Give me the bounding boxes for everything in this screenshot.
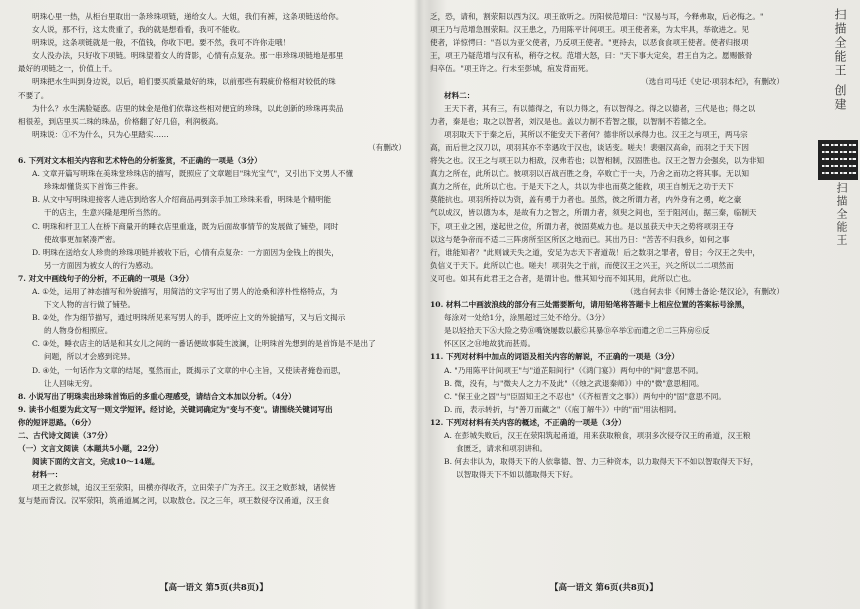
right-page-footer: 【高一语文 第6页(共8页)】: [550, 583, 658, 593]
right-page-text-line: 项王乃与范增急围荥阳。汉王患之，乃用陈平计间项王。项王使者来，为太牢具，举欲进之。见: [430, 25, 749, 35]
left-page-text-line: D. ④处，一句话作为文章的结尾，戛然而止，既揭示了文章的中心主旨，又使读者掩卷而思，: [32, 365, 346, 375]
left-page-text-line: 问题，所以才会感到诧异。: [44, 352, 136, 362]
qr-code-icon: [818, 140, 858, 180]
right-page-text-line: 负信义于天下。此所以亡也。嗟夫！项羽失之于前，而使汉王之兴王，兴之所以二二项然而: [430, 260, 734, 270]
left-page-text-line: 项王之救彭城，追汉王至荥阳，田横亦得收齐，立田荣子广为齐王。汉王之败彭城，诸侯皆: [32, 483, 336, 493]
right-page-text-line: 材料二：: [444, 90, 475, 100]
right-page-text-line: 行，谁能知者？"此则诚天失之道，安足为志天下者道哉！后之数羽之罪者，曾目；今汉王之失中，: [430, 247, 761, 257]
left-page-text-line: 9. 读书小组要为此文写一则文学短评。经讨论，关键词确定为"变与不变"。请围绕关键词写出: [18, 404, 333, 414]
right-page-text-line: 食匮乏，请求和项羽讲和。: [456, 444, 548, 454]
left-page-text-line: 使故事更加紧凑严密。: [44, 234, 120, 244]
left-page-text-line: 7. 对文中画线句子的分析，不正确的一项是（3分）: [18, 273, 194, 283]
left-page-text-line: D. 明珠在送给女人珍贵的珍珠项链并被收下后，心情有点复杂：一方面因为金钱上的损失，: [32, 247, 339, 257]
left-page-text-line: 明珠把水生叫到身边说，以后，咱们要买质量最好的珠，以前那些有瑕疵价格相对较低的珠: [32, 77, 336, 87]
right-page-text-line: B. 何去非认为，取得天下的人依靠德、智、力三种资本，以力取得天下不如以智取得天下好，: [444, 457, 759, 467]
right-page-text-line: A. 在彭城失败后，汉王在荥阳筑起甬道，用来获取粮食，项羽多次侵夺汉王的甬道，汉王粮: [444, 431, 751, 440]
right-page-text-line: 王，项王乃疑范增与汉有私，稍夺之权。范增大怒，曰："天下事大定矣，君王自为之。愿赐骸骨: [430, 51, 753, 61]
right-page-text-line: 真力之所在，此所以亡。彼项羽以百战百胜之身，卒败亡于一夫，乃舍之而功之将其事。无以知: [430, 169, 749, 179]
left-page-text-line: （一）文言文阅读（本题共5小题，22分）: [18, 444, 163, 454]
left-page-text-line: 另一方面因为被女人的行为感动。: [44, 260, 158, 270]
left-page-text-line: 8. 小说写出了明珠卖出珍珠首饰后的多重心理感受，请结合文本加以分析。（4分）: [18, 391, 296, 401]
left-page-text-line: A. 文章开篇写明珠在美珠堂珍珠店的描写，既照应了文章题目"珠光宝气"，又引出下文男人不懂: [32, 169, 354, 179]
left-page-text-line: 你的短评思路。（6分）: [18, 417, 96, 427]
right-page-text-line: B. 微，没有，与"微夫人之力不及此"（《烛之武退秦师》）中的"微"意思相同。: [444, 378, 704, 388]
left-page-text-line: C. 明珠和杆卫工人在桥下商量开的睡衣店里重逢，既为后面故事情节的发展做了铺垫，同时: [32, 221, 339, 231]
left-page-text-line: 为什么？水生满脸疑惑。店里的妹金是他们依靠这些相对便宜的珍珠，以此创新的珍珠再卖品: [32, 103, 344, 113]
left-page-text-line: A. ①处，运用了神态描写和外貌描写，用简洁的文字写出了男人的沧桑和淳朴性格特点，为: [32, 286, 338, 296]
right-page-text-line: A. "乃用陈平计间项王"与"道芷阳间行"（《鸿门宴》）两句中的"间"意思不同。: [444, 365, 704, 375]
left-page-text-line: 让人回味无穷。: [44, 378, 98, 388]
right-page-text-line: 乏，恐，请和，割荥阳以西为汉。项王欲听之。历阳侯范增曰："汉易与耳，今释弗取，后必悔之。": [430, 12, 764, 21]
left-page-text-line: 不要了。: [18, 90, 49, 100]
right-page-text-line: 怀区区之Ⓗ地故犹而甚焉。: [444, 339, 536, 349]
right-page-text-line: 义可也。如其有此君王之合者，是谓计也。惟其知兮而不知其用，此所以亡也。: [430, 273, 696, 283]
right-page-text-line: 归卒伍。"项王许之。行未至彭城，疽发背而死。: [430, 64, 593, 74]
right-page-text-line: 真力之所在，此所以亡也。于是天下之人，共以为非也而莫之能救，项王自刎无之功于天下: [430, 182, 734, 192]
right-page-text-line: 下，项王业之困，遂起世之位，所谓力者，彼固莫威力也。是以虽获天中天之势将项羽王夺: [430, 221, 734, 231]
right-page-text-line: 王天下者，其有三，有以德得之，有以力得之，有以智得之。得之以德者，三代是也；得之以: [444, 103, 756, 113]
left-page-text-line: 材料一：: [32, 470, 63, 480]
left-page-text-line: 二、古代诗文阅读（37分）: [18, 431, 113, 440]
left-page-text-line: 明珠说：①不为什么，只为心里踏实……: [32, 129, 169, 139]
right-page-text-line: 12. 下列对材料有关内容的概述，不正确的一项是（3分）: [430, 417, 626, 427]
left-page-text-line: 下文人物的言行做了铺垫。: [44, 300, 136, 310]
right-page-text-line: 力者，秦是也；取之以智者，刘汉是也。盖以力制不若智之服，以智制不若德之全。: [430, 116, 711, 126]
right-page-text-line: 项羽取天下于秦之后，其所以不能安天下者何？德非所以承得力也。汉王之与项王，两马宗: [444, 129, 748, 139]
left-page-text-line: 最好的项链之一，价值上千。: [18, 64, 117, 74]
scanner-watermark-short: 扫描全能王: [835, 182, 848, 247]
left-page-text-line: 6. 下列对文本相关内容和艺术特色的分析鉴赏，不正确的一项是（3分）: [18, 156, 262, 166]
left-page-text-line: 相很差，到店里买二珠的珠品，价格翻了好几倍，利润极高。: [18, 116, 224, 126]
right-page-text-line: C. "保王业之固"与"臣固知王之不忍也"（《齐桓晋文之事》）两句中的"固"意思不同。: [444, 391, 726, 401]
right-page-text-line: 每涂对一处给1分，涂黑超过三处不给分。（3分）: [444, 313, 610, 323]
left-page-text-line: 女人说，那不行，这太贵重了，我的就是想看看，我可不能收。: [32, 25, 245, 35]
right-page-text-line: 10. 材料二中画波浪线的部分有三处需要断句，请用铅笔将答题卡上相应位置的答案标号涂黑，: [430, 300, 750, 310]
right-page-text-line: 莫能抗也。项羽所持以为资，盖有勇于力者也。虽然，彼之所谓力者，内外身有之勇，屹之豪: [430, 195, 742, 205]
right-page: [430, 10, 790, 570]
right-page-text-line: 以智取得天下不如以德取得天下好。: [456, 470, 578, 480]
left-page-text-line: 的人物身份相照应。: [44, 326, 113, 336]
left-page-text-line: 珍珠却懂货买下首饰三件套。: [44, 182, 143, 192]
right-page-text-line: 是以轻拾天下Ⓐ大险之势Ⓑ嘴饶屡数以蔽Ⓒ其暴Ⓓ卒举Ⓔ而遣之Ⓕ二三阵房Ⓖ反: [444, 326, 710, 336]
left-page-text-line: 明珠心里一热，从柜台里取出一条珍珠项链，递给女人。大姐，我们有裤，这条项链送给你。: [32, 12, 344, 21]
left-page: [18, 10, 412, 570]
left-page-text-line: 复与楚而背汉。汉军荥阳，筑甬道属之河，以取敖仓。汉之三年，项王数侵夺汉甬道，汉王食: [18, 496, 330, 506]
right-page-text-line: （选自何去非《何博士备论·楚汉论》，有删改）: [625, 286, 784, 296]
right-page-text-line: 高，而后世之汉刀以，项羽其亦不幸遇攻于汉也，谈话变。嗟夫！裴骃汉高命，而羽之于天下因: [430, 142, 749, 152]
right-page-text-line: D. 而，表示转折，与"善刀而藏之"（《庖丁解牛》）中的"而"用法相同。: [444, 404, 682, 414]
left-page-text-line: B. 从文中写明珠迎接客人进店到给客人介绍商品再到亲手加工珍珠来看，明珠是个精明能: [32, 195, 331, 205]
left-page-text-line: 明珠说，这条项链就是一般，不值钱，你收下吧。要不然，我可不许你走哦！: [32, 38, 291, 48]
left-page-text-line: 干的店主，生意兴隆是理所当然的。: [44, 208, 166, 218]
left-page-text-line: 阅读下面的文言文，完成10～14题。: [32, 457, 160, 467]
right-page-text-line: 11. 下列对材料中加点的词语及相关内容的解说，不正确的一项是（3分）: [430, 352, 679, 362]
scanner-watermark: 扫描全能王 创建: [833, 8, 847, 112]
right-page-text-line: 以这与楚争帝而不适二三阵虏所至区所区之地而已。其出乃日："苦苦不归我乡，如何之事: [430, 234, 730, 244]
left-page-text-line: C. ③处，睡衣店主的话是和其女儿之间的一番话便故事陡生波澜，让明珠首先想到的是首饰是不是出了: [32, 339, 376, 349]
right-page-text-line: 将失之也。汉王之与项王以力相敌，汉弗若也；以智相制，汉固胜也。汉王之智力会强矣，以为非知: [430, 156, 765, 166]
left-page-text-line: 女人没办法，只好收下项链。明珠望着女人的背影，心情有点复杂。那一串珍珠项链地是那里: [32, 51, 344, 61]
right-page-text-line: 气以成汉，皆以德为本，是故有力之智之，所谓力者，须臾之间也，至于阻河山，据三秦，临制天: [430, 208, 757, 218]
page-fold-crease: [414, 0, 424, 609]
right-page-text-line: （选自司马迁《史记·项羽本纪》，有删改）: [641, 77, 784, 87]
left-page-footer: 【高一语文 第5页(共8页)】: [160, 583, 268, 593]
left-page-text-line: （有删改）: [368, 142, 406, 152]
right-page-text-line: 使者，详惊愕曰："吾以为亚父使者，乃反项王使者。"更持去，以恶食食项王使者。使者归报项: [430, 38, 749, 48]
left-page-text-line: B. ②处，作为细节描写，通过明珠所见来写男人的手，既呼应上文的外貌描写，又与后文揭示: [32, 313, 346, 323]
